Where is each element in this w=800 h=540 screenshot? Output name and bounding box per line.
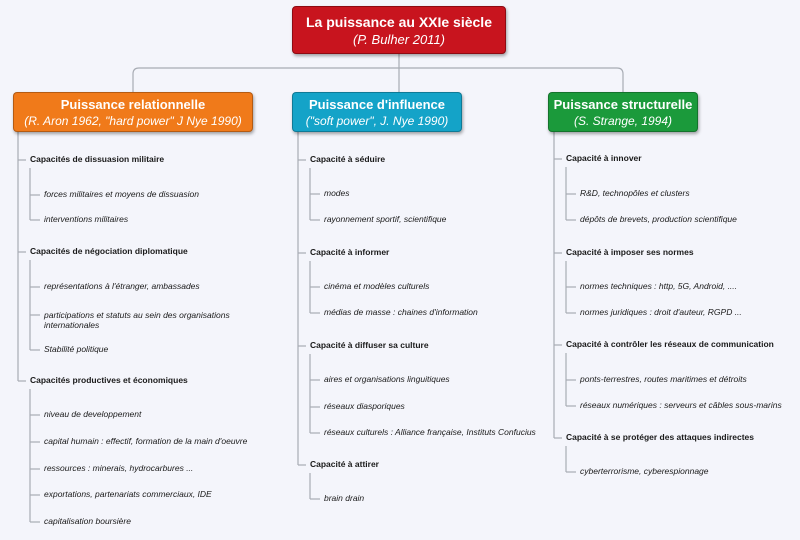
root-node	[292, 6, 506, 54]
item-label: interventions militaires	[44, 214, 129, 224]
item-label: capitalisation boursière	[44, 516, 131, 526]
item-label: réseaux diasporiques	[324, 401, 405, 411]
item-label: cinéma et modèles culturels	[324, 281, 430, 291]
category-label: Capacité à séduire	[310, 154, 386, 164]
item-label: R&D, technopôles et clusters	[580, 188, 690, 198]
item-label: ponts-terrestres, routes maritimes et détroits	[580, 374, 747, 384]
category-label: Capacités de dissuasion militaire	[30, 154, 165, 164]
item-label: niveau de developpement	[44, 409, 142, 419]
category-label: Capacité à diffuser sa culture	[310, 340, 429, 350]
item-label: brain drain	[324, 493, 365, 503]
item-label: participations et statuts au sein des organisations internationales	[44, 310, 230, 330]
item-label: médias de masse : chaines d'information	[324, 307, 478, 317]
branch-title: Puissance d'influence	[308, 96, 446, 112]
item-label: exportations, partenariats commerciaux, IDE	[44, 489, 212, 499]
item-label: capital humain : effectif, formation de la main d'oeuvre	[44, 436, 248, 446]
item-label: normes techniques : http, 5G, Android, ....	[580, 281, 738, 291]
item-label: rayonnement sportif, scientifique	[324, 214, 447, 224]
category-label: Capacité à innover	[566, 153, 642, 163]
item-label: forces militaires et moyens de dissuasion	[44, 189, 199, 199]
item-label: réseaux culturels : Alliance française, Instituts Confucius	[324, 427, 536, 437]
item-label: normes juridiques : droit d'auteur, RGPD ...	[580, 307, 742, 317]
root-bus-connector	[133, 68, 623, 92]
category-label: Capacité à contrôler les réseaux de communication	[566, 339, 774, 349]
branch-structural	[548, 92, 698, 132]
category-label: Capacité à imposer ses normes	[566, 247, 694, 257]
branch-subtitle: ("soft power", J. Nye 1990)	[305, 113, 449, 128]
root-title: La puissance au XXIe siècle	[306, 13, 492, 30]
item-label: ressources : minerais, hydrocarbures ...	[44, 463, 194, 473]
item-label: modes	[324, 188, 350, 198]
branch-subtitle: (S. Strange, 1994)	[573, 113, 673, 128]
category-label: Capacité à informer	[310, 247, 390, 257]
item-label: aires et organisations linguitiques	[324, 374, 450, 384]
branch-influence	[292, 92, 462, 132]
item-label: cyberterrorisme, cyberespionnage	[580, 466, 709, 476]
branch-subtitle: (R. Aron 1962, "hard power" J Nye 1990)	[24, 113, 242, 128]
category-label: Capacité à attirer	[310, 459, 379, 469]
item-label: représentations à l'étranger, ambassades	[44, 281, 200, 291]
category-label: Capacité à se protéger des attaques indirectes	[566, 432, 755, 442]
branch-title: Puissance relationnelle	[60, 96, 206, 112]
item-label: dépôts de brevets, production scientifique	[580, 214, 737, 224]
category-label: Capacités productives et économiques	[30, 375, 188, 385]
branch-relational	[13, 92, 253, 132]
branch-title: Puissance structurelle	[553, 96, 693, 112]
root-subtitle: (P. Bulher 2011)	[352, 31, 446, 47]
item-label: Stabilité politique	[44, 344, 109, 354]
item-label: réseaux numériques : serveurs et câbles sous-marins	[580, 400, 782, 410]
category-label: Capacités de négociation diplomatique	[30, 246, 188, 256]
